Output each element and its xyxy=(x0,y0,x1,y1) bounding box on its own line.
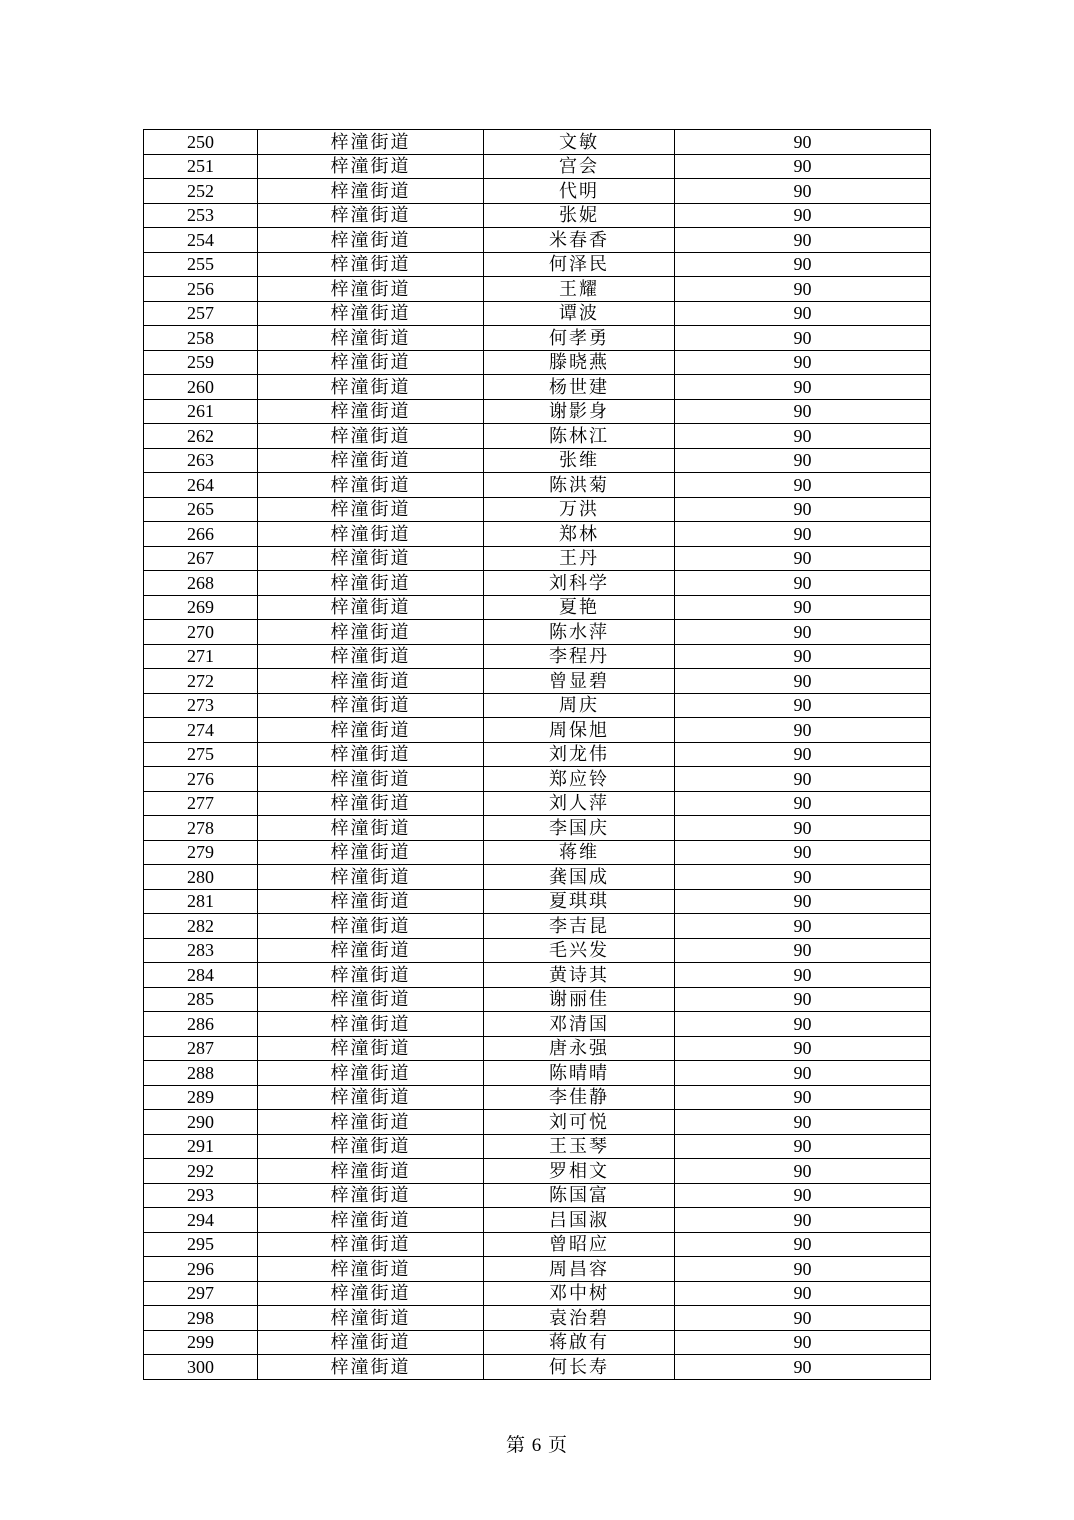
street-cell: 梓潼街道 xyxy=(258,473,484,498)
street-cell: 梓潼街道 xyxy=(258,571,484,596)
score-cell: 90 xyxy=(675,228,931,253)
street-cell: 梓潼街道 xyxy=(258,742,484,767)
row-number-cell: 296 xyxy=(144,1257,258,1282)
table-row xyxy=(144,154,931,179)
name-cell: 何孝勇 xyxy=(484,326,675,351)
score-cell: 90 xyxy=(675,326,931,351)
street-cell: 梓潼街道 xyxy=(258,203,484,228)
score-cell: 90 xyxy=(675,497,931,522)
table-row xyxy=(144,889,931,914)
table-row xyxy=(144,816,931,841)
score-cell: 90 xyxy=(675,1355,931,1380)
table-row xyxy=(144,179,931,204)
score-cell: 90 xyxy=(675,252,931,277)
street-cell: 梓潼街道 xyxy=(258,1355,484,1380)
name-cell: 王耀 xyxy=(484,277,675,302)
street-cell: 梓潼街道 xyxy=(258,938,484,963)
table-row xyxy=(144,424,931,449)
street-cell: 梓潼街道 xyxy=(258,424,484,449)
table-row xyxy=(144,865,931,890)
street-cell: 梓潼街道 xyxy=(258,1134,484,1159)
row-number-cell: 258 xyxy=(144,326,258,351)
score-cell: 90 xyxy=(675,154,931,179)
name-cell: 毛兴发 xyxy=(484,938,675,963)
street-cell: 梓潼街道 xyxy=(258,252,484,277)
street-cell: 梓潼街道 xyxy=(258,301,484,326)
row-number-cell: 293 xyxy=(144,1183,258,1208)
table-row xyxy=(144,1061,931,1086)
score-cell: 90 xyxy=(675,669,931,694)
table-row xyxy=(144,203,931,228)
score-cell: 90 xyxy=(675,1110,931,1135)
score-cell: 90 xyxy=(675,1232,931,1257)
table-row xyxy=(144,840,931,865)
row-number-cell: 256 xyxy=(144,277,258,302)
street-cell: 梓潼街道 xyxy=(258,1085,484,1110)
row-number-cell: 287 xyxy=(144,1036,258,1061)
row-number-cell: 295 xyxy=(144,1232,258,1257)
score-cell: 90 xyxy=(675,1330,931,1355)
table-row xyxy=(144,1012,931,1037)
row-number-cell: 282 xyxy=(144,914,258,939)
row-number-cell: 260 xyxy=(144,375,258,400)
table-row xyxy=(144,228,931,253)
score-cell: 90 xyxy=(675,130,931,155)
score-cell: 90 xyxy=(675,620,931,645)
row-number-cell: 292 xyxy=(144,1159,258,1184)
row-number-cell: 300 xyxy=(144,1355,258,1380)
street-cell: 梓潼街道 xyxy=(258,326,484,351)
table-row xyxy=(144,644,931,669)
row-number-cell: 283 xyxy=(144,938,258,963)
name-cell: 宫会 xyxy=(484,154,675,179)
table-row xyxy=(144,546,931,571)
score-cell: 90 xyxy=(675,350,931,375)
score-cell: 90 xyxy=(675,522,931,547)
name-cell: 曾昭应 xyxy=(484,1232,675,1257)
row-number-cell: 286 xyxy=(144,1012,258,1037)
table-row xyxy=(144,1159,931,1184)
table-row xyxy=(144,473,931,498)
table-row xyxy=(144,350,931,375)
row-number-cell: 276 xyxy=(144,767,258,792)
score-cell: 90 xyxy=(675,448,931,473)
row-number-cell: 263 xyxy=(144,448,258,473)
score-cell: 90 xyxy=(675,595,931,620)
table-row xyxy=(144,1183,931,1208)
street-cell: 梓潼街道 xyxy=(258,669,484,694)
street-cell: 梓潼街道 xyxy=(258,914,484,939)
row-number-cell: 278 xyxy=(144,816,258,841)
table-row xyxy=(144,326,931,351)
score-cell: 90 xyxy=(675,399,931,424)
street-cell: 梓潼街道 xyxy=(258,1257,484,1282)
row-number-cell: 268 xyxy=(144,571,258,596)
name-cell: 何长寿 xyxy=(484,1355,675,1380)
street-cell: 梓潼街道 xyxy=(258,595,484,620)
row-number-cell: 259 xyxy=(144,350,258,375)
page-number: 第 6 页 xyxy=(505,1435,568,1456)
name-cell: 吕国淑 xyxy=(484,1208,675,1233)
table-row xyxy=(144,693,931,718)
name-cell: 谭波 xyxy=(484,301,675,326)
street-cell: 梓潼街道 xyxy=(258,1183,484,1208)
row-number-cell: 257 xyxy=(144,301,258,326)
street-cell: 梓潼街道 xyxy=(258,1036,484,1061)
name-cell: 罗相文 xyxy=(484,1159,675,1184)
table-row xyxy=(144,595,931,620)
street-cell: 梓潼街道 xyxy=(258,1110,484,1135)
score-cell: 90 xyxy=(675,301,931,326)
score-cell: 90 xyxy=(675,718,931,743)
score-cell: 90 xyxy=(675,865,931,890)
street-cell: 梓潼街道 xyxy=(258,277,484,302)
name-cell: 陈国富 xyxy=(484,1183,675,1208)
score-cell: 90 xyxy=(675,1208,931,1233)
street-cell: 梓潼街道 xyxy=(258,546,484,571)
score-cell: 90 xyxy=(675,1012,931,1037)
row-number-cell: 271 xyxy=(144,644,258,669)
name-cell: 蒋啟有 xyxy=(484,1330,675,1355)
street-cell: 梓潼街道 xyxy=(258,130,484,155)
street-cell: 梓潼街道 xyxy=(258,987,484,1012)
table-row xyxy=(144,669,931,694)
name-cell: 李国庆 xyxy=(484,816,675,841)
row-number-cell: 297 xyxy=(144,1281,258,1306)
street-cell: 梓潼街道 xyxy=(258,1232,484,1257)
score-cell: 90 xyxy=(675,742,931,767)
name-cell: 万洪 xyxy=(484,497,675,522)
row-number-cell: 261 xyxy=(144,399,258,424)
street-cell: 梓潼街道 xyxy=(258,767,484,792)
row-number-cell: 275 xyxy=(144,742,258,767)
table-row xyxy=(144,522,931,547)
name-cell: 滕晓燕 xyxy=(484,350,675,375)
name-cell: 何泽民 xyxy=(484,252,675,277)
name-cell: 曾显碧 xyxy=(484,669,675,694)
name-cell: 郑林 xyxy=(484,522,675,547)
name-cell: 谢影身 xyxy=(484,399,675,424)
street-cell: 梓潼街道 xyxy=(258,644,484,669)
row-number-cell: 273 xyxy=(144,693,258,718)
row-number-cell: 284 xyxy=(144,963,258,988)
name-cell: 王丹 xyxy=(484,546,675,571)
score-cell: 90 xyxy=(675,473,931,498)
table-row xyxy=(144,571,931,596)
name-cell: 王玉琴 xyxy=(484,1134,675,1159)
name-cell: 夏艳 xyxy=(484,595,675,620)
row-number-cell: 269 xyxy=(144,595,258,620)
street-cell: 梓潼街道 xyxy=(258,963,484,988)
name-cell: 陈洪菊 xyxy=(484,473,675,498)
table-row xyxy=(144,767,931,792)
table-row xyxy=(144,1306,931,1331)
street-cell: 梓潼街道 xyxy=(258,840,484,865)
score-cell: 90 xyxy=(675,571,931,596)
row-number-cell: 272 xyxy=(144,669,258,694)
table-row xyxy=(144,1330,931,1355)
name-cell: 陈林江 xyxy=(484,424,675,449)
name-cell: 龚国成 xyxy=(484,865,675,890)
street-cell: 梓潼街道 xyxy=(258,179,484,204)
row-number-cell: 290 xyxy=(144,1110,258,1135)
street-cell: 梓潼街道 xyxy=(258,375,484,400)
name-cell: 李程丹 xyxy=(484,644,675,669)
table-row xyxy=(144,742,931,767)
name-cell: 刘可悦 xyxy=(484,1110,675,1135)
score-cell: 90 xyxy=(675,424,931,449)
street-cell: 梓潼街道 xyxy=(258,1281,484,1306)
table-row xyxy=(144,448,931,473)
score-cell: 90 xyxy=(675,889,931,914)
row-number-cell: 267 xyxy=(144,546,258,571)
street-cell: 梓潼街道 xyxy=(258,350,484,375)
score-cell: 90 xyxy=(675,791,931,816)
table-row xyxy=(144,277,931,302)
table-row xyxy=(144,938,931,963)
street-cell: 梓潼街道 xyxy=(258,1306,484,1331)
name-cell: 李吉昆 xyxy=(484,914,675,939)
table-row xyxy=(144,1232,931,1257)
street-cell: 梓潼街道 xyxy=(258,1012,484,1037)
name-cell: 袁治碧 xyxy=(484,1306,675,1331)
street-cell: 梓潼街道 xyxy=(258,1061,484,1086)
row-number-cell: 277 xyxy=(144,791,258,816)
name-cell: 张妮 xyxy=(484,203,675,228)
name-cell: 郑应铃 xyxy=(484,767,675,792)
score-cell: 90 xyxy=(675,938,931,963)
table-row xyxy=(144,1355,931,1380)
name-cell: 文敏 xyxy=(484,130,675,155)
table-row xyxy=(144,399,931,424)
row-number-cell: 255 xyxy=(144,252,258,277)
row-number-cell: 270 xyxy=(144,620,258,645)
name-cell: 米春香 xyxy=(484,228,675,253)
score-cell: 90 xyxy=(675,816,931,841)
table-row xyxy=(144,375,931,400)
street-cell: 梓潼街道 xyxy=(258,1330,484,1355)
street-cell: 梓潼街道 xyxy=(258,399,484,424)
table-row xyxy=(144,1085,931,1110)
name-cell: 周保旭 xyxy=(484,718,675,743)
table-row xyxy=(144,497,931,522)
name-cell: 唐永强 xyxy=(484,1036,675,1061)
roster-table-body xyxy=(144,130,931,1380)
row-number-cell: 298 xyxy=(144,1306,258,1331)
score-cell: 90 xyxy=(675,840,931,865)
street-cell: 梓潼街道 xyxy=(258,497,484,522)
table-row xyxy=(144,1134,931,1159)
name-cell: 刘人萍 xyxy=(484,791,675,816)
table-row xyxy=(144,1036,931,1061)
row-number-cell: 285 xyxy=(144,987,258,1012)
table-row xyxy=(144,130,931,155)
score-cell: 90 xyxy=(675,693,931,718)
score-cell: 90 xyxy=(675,277,931,302)
name-cell: 李佳静 xyxy=(484,1085,675,1110)
score-cell: 90 xyxy=(675,1134,931,1159)
table-row xyxy=(144,252,931,277)
name-cell: 蒋维 xyxy=(484,840,675,865)
table-row xyxy=(144,1281,931,1306)
score-cell: 90 xyxy=(675,1085,931,1110)
table-row xyxy=(144,620,931,645)
score-cell: 90 xyxy=(675,1061,931,1086)
score-cell: 90 xyxy=(675,914,931,939)
row-number-cell: 251 xyxy=(144,154,258,179)
name-cell: 陈水萍 xyxy=(484,620,675,645)
table-row xyxy=(144,301,931,326)
score-cell: 90 xyxy=(675,1306,931,1331)
street-cell: 梓潼街道 xyxy=(258,1159,484,1184)
row-number-cell: 274 xyxy=(144,718,258,743)
street-cell: 梓潼街道 xyxy=(258,816,484,841)
street-cell: 梓潼街道 xyxy=(258,448,484,473)
row-number-cell: 254 xyxy=(144,228,258,253)
score-cell: 90 xyxy=(675,1257,931,1282)
row-number-cell: 265 xyxy=(144,497,258,522)
score-cell: 90 xyxy=(675,1281,931,1306)
row-number-cell: 294 xyxy=(144,1208,258,1233)
name-cell: 邓中树 xyxy=(484,1281,675,1306)
table-row xyxy=(144,963,931,988)
name-cell: 邓清国 xyxy=(484,1012,675,1037)
street-cell: 梓潼街道 xyxy=(258,228,484,253)
score-cell: 90 xyxy=(675,767,931,792)
row-number-cell: 291 xyxy=(144,1134,258,1159)
name-cell: 谢丽佳 xyxy=(484,987,675,1012)
table-row xyxy=(144,1110,931,1135)
score-cell: 90 xyxy=(675,375,931,400)
score-cell: 90 xyxy=(675,546,931,571)
row-number-cell: 288 xyxy=(144,1061,258,1086)
name-cell: 陈晴晴 xyxy=(484,1061,675,1086)
row-number-cell: 252 xyxy=(144,179,258,204)
score-cell: 90 xyxy=(675,1159,931,1184)
street-cell: 梓潼街道 xyxy=(258,154,484,179)
row-number-cell: 279 xyxy=(144,840,258,865)
name-cell: 刘科学 xyxy=(484,571,675,596)
roster-table xyxy=(143,129,931,1380)
table-row xyxy=(144,718,931,743)
name-cell: 夏琪琪 xyxy=(484,889,675,914)
row-number-cell: 266 xyxy=(144,522,258,547)
name-cell: 周庆 xyxy=(484,693,675,718)
table-row xyxy=(144,791,931,816)
score-cell: 90 xyxy=(675,1183,931,1208)
name-cell: 刘龙伟 xyxy=(484,742,675,767)
score-cell: 90 xyxy=(675,179,931,204)
street-cell: 梓潼街道 xyxy=(258,1208,484,1233)
street-cell: 梓潼街道 xyxy=(258,791,484,816)
row-number-cell: 264 xyxy=(144,473,258,498)
score-cell: 90 xyxy=(675,644,931,669)
table-row xyxy=(144,1257,931,1282)
name-cell: 杨世建 xyxy=(484,375,675,400)
street-cell: 梓潼街道 xyxy=(258,889,484,914)
name-cell: 周昌容 xyxy=(484,1257,675,1282)
street-cell: 梓潼街道 xyxy=(258,693,484,718)
street-cell: 梓潼街道 xyxy=(258,620,484,645)
table-row xyxy=(144,914,931,939)
street-cell: 梓潼街道 xyxy=(258,718,484,743)
street-cell: 梓潼街道 xyxy=(258,865,484,890)
name-cell: 张维 xyxy=(484,448,675,473)
row-number-cell: 253 xyxy=(144,203,258,228)
name-cell: 代明 xyxy=(484,179,675,204)
name-cell: 黄诗其 xyxy=(484,963,675,988)
table-row xyxy=(144,987,931,1012)
row-number-cell: 299 xyxy=(144,1330,258,1355)
row-number-cell: 289 xyxy=(144,1085,258,1110)
table-row xyxy=(144,1208,931,1233)
score-cell: 90 xyxy=(675,987,931,1012)
score-cell: 90 xyxy=(675,963,931,988)
row-number-cell: 281 xyxy=(144,889,258,914)
row-number-cell: 262 xyxy=(144,424,258,449)
street-cell: 梓潼街道 xyxy=(258,522,484,547)
row-number-cell: 280 xyxy=(144,865,258,890)
score-cell: 90 xyxy=(675,1036,931,1061)
row-number-cell: 250 xyxy=(144,130,258,155)
score-cell: 90 xyxy=(675,203,931,228)
